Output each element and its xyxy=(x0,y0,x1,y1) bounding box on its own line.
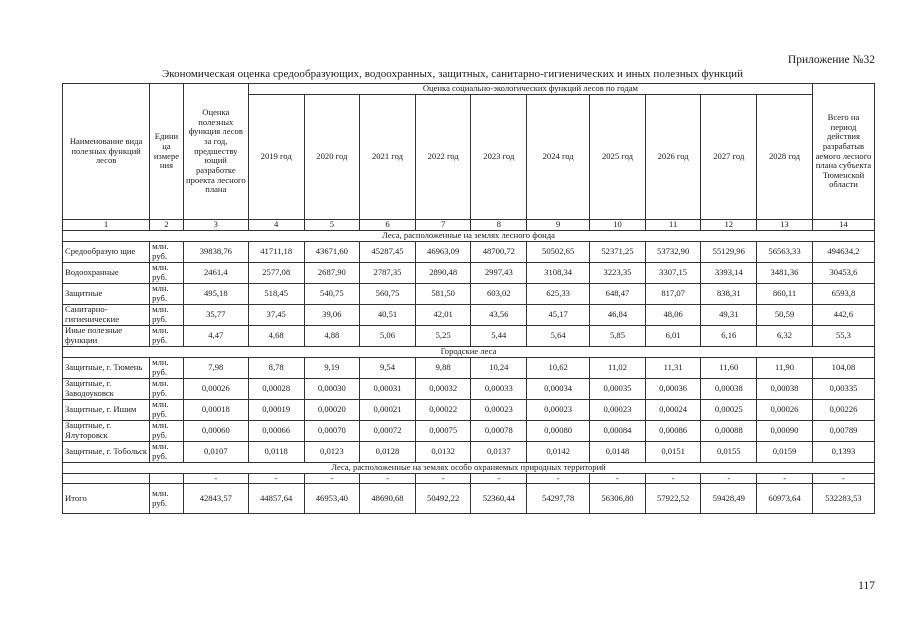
row-name: Водоохранные xyxy=(63,262,150,283)
row-name: Защитные, г. Ялуторовск xyxy=(63,420,150,441)
year-header: 2021 год xyxy=(360,95,416,220)
value-cell: 518,45 xyxy=(248,283,304,304)
value-cell: 0,00066 xyxy=(248,420,304,441)
value-cell: 0,0123 xyxy=(304,441,360,462)
value-cell: 0,00060 xyxy=(183,420,248,441)
value-cell: 0,0107 xyxy=(183,441,248,462)
value-cell: 0,00088 xyxy=(701,420,757,441)
value-cell: 6,16 xyxy=(701,325,757,346)
row-name xyxy=(63,473,150,484)
row-unit: млн. руб. xyxy=(150,304,184,325)
value-cell: - xyxy=(360,473,416,484)
total-value: 42843,57 xyxy=(183,484,248,514)
section-title: Леса, расположенные на землях особо охраняемых природных территорий xyxy=(63,462,875,473)
table-row xyxy=(63,441,875,462)
value-cell: 5,06 xyxy=(360,325,416,346)
value-cell: 2997,43 xyxy=(471,262,527,283)
value-cell: 0,0132 xyxy=(415,441,471,462)
value-cell: 0,00036 xyxy=(645,378,701,399)
value-cell: - xyxy=(415,473,471,484)
value-cell: 43,56 xyxy=(471,304,527,325)
value-cell: - xyxy=(527,473,590,484)
column-number: 2 xyxy=(150,220,184,231)
section-title: Городские леса xyxy=(63,346,875,357)
value-cell: 10,24 xyxy=(471,357,527,378)
value-cell: 39,06 xyxy=(304,304,360,325)
value-cell: 55,3 xyxy=(812,325,874,346)
value-cell: 0,00038 xyxy=(757,378,813,399)
value-cell: 0,00019 xyxy=(248,399,304,420)
value-cell: 6,32 xyxy=(757,325,813,346)
value-cell: 0,00018 xyxy=(183,399,248,420)
value-cell: 0,0128 xyxy=(360,441,416,462)
value-cell: - xyxy=(304,473,360,484)
value-cell: 0,00789 xyxy=(812,420,874,441)
value-cell: 0,00032 xyxy=(415,378,471,399)
value-cell: 3108,34 xyxy=(527,262,590,283)
header-name: Наименование вида полезных функций лесов xyxy=(63,84,150,220)
section-row xyxy=(63,230,875,241)
value-cell: 6593,8 xyxy=(812,283,874,304)
value-cell: 3223,35 xyxy=(590,262,646,283)
value-cell: - xyxy=(183,473,248,484)
value-cell: 2577,08 xyxy=(248,262,304,283)
row-name: Санитарно-гигиенические xyxy=(63,304,150,325)
value-cell: 11,60 xyxy=(701,357,757,378)
column-number: 3 xyxy=(183,220,248,231)
table-row xyxy=(63,473,875,484)
total-value: 57922,52 xyxy=(645,484,701,514)
total-value: 48690,68 xyxy=(360,484,416,514)
year-header: 2022 год xyxy=(415,95,471,220)
value-cell: 0,00022 xyxy=(415,399,471,420)
row-unit: млн. руб. xyxy=(150,399,184,420)
value-cell: 494634,2 xyxy=(812,241,874,262)
value-cell: 43671,60 xyxy=(304,241,360,262)
value-cell: 603,02 xyxy=(471,283,527,304)
header-total: Всего на период действия разрабатыв аемого лесного плана субъекта Тюменской области xyxy=(812,84,874,220)
value-cell: 0,00028 xyxy=(248,378,304,399)
year-header: 2024 год xyxy=(527,95,590,220)
total-value: 44857,64 xyxy=(248,484,304,514)
value-cell: 0,00072 xyxy=(360,420,416,441)
column-number: 5 xyxy=(304,220,360,231)
header-unit: Едини ца измере ния xyxy=(150,84,184,220)
value-cell: 48,06 xyxy=(645,304,701,325)
header-prev-year: Оценка полезных функция лесов за год, предшеству ющий разработке проекта лесного плана xyxy=(183,84,248,220)
value-cell: 45287,45 xyxy=(360,241,416,262)
year-header: 2025 год xyxy=(590,95,646,220)
value-cell: 560,75 xyxy=(360,283,416,304)
row-unit: млн. руб. xyxy=(150,441,184,462)
value-cell: 46963,09 xyxy=(415,241,471,262)
value-cell: 40,51 xyxy=(360,304,416,325)
total-value: 54297,78 xyxy=(527,484,590,514)
value-cell: 540,75 xyxy=(304,283,360,304)
value-cell: 11,90 xyxy=(757,357,813,378)
total-value: 56306,80 xyxy=(590,484,646,514)
table-row xyxy=(63,262,875,283)
value-cell: 0,00335 xyxy=(812,378,874,399)
total-value: 532283,53 xyxy=(812,484,874,514)
value-cell: - xyxy=(701,473,757,484)
total-name: Итого xyxy=(63,484,150,514)
value-cell: 3393,14 xyxy=(701,262,757,283)
value-cell: 0,00090 xyxy=(757,420,813,441)
table-row xyxy=(63,325,875,346)
appendix-label: Приложение №32 xyxy=(787,54,875,66)
column-number: 4 xyxy=(248,220,304,231)
row-unit: млн. руб. xyxy=(150,420,184,441)
row-unit xyxy=(150,473,184,484)
column-number: 7 xyxy=(415,220,471,231)
year-header: 2023 год xyxy=(471,95,527,220)
value-cell: 860,11 xyxy=(757,283,813,304)
value-cell: 11,31 xyxy=(645,357,701,378)
value-cell: 2461,4 xyxy=(183,262,248,283)
row-unit: млн. руб. xyxy=(150,241,184,262)
value-cell: 442,6 xyxy=(812,304,874,325)
year-header: 2019 год xyxy=(248,95,304,220)
value-cell: 817,07 xyxy=(645,283,701,304)
value-cell: 48700,72 xyxy=(471,241,527,262)
value-cell: 0,0118 xyxy=(248,441,304,462)
value-cell: 0,00030 xyxy=(304,378,360,399)
row-name: Защитные, г. Заводоуковск xyxy=(63,378,150,399)
value-cell: - xyxy=(645,473,701,484)
value-cell: 41711,18 xyxy=(248,241,304,262)
row-unit: млн. руб. xyxy=(150,283,184,304)
value-cell: 4,47 xyxy=(183,325,248,346)
value-cell: 2787,35 xyxy=(360,262,416,283)
value-cell: 0,00034 xyxy=(527,378,590,399)
value-cell: 45,17 xyxy=(527,304,590,325)
value-cell: 9,88 xyxy=(415,357,471,378)
value-cell: 0,00026 xyxy=(183,378,248,399)
value-cell: 2687,90 xyxy=(304,262,360,283)
value-cell: 0,00084 xyxy=(590,420,646,441)
value-cell: 42,01 xyxy=(415,304,471,325)
value-cell: 495,18 xyxy=(183,283,248,304)
value-cell: 0,00025 xyxy=(701,399,757,420)
row-name: Защитные xyxy=(63,283,150,304)
row-name: Иные полезные функции xyxy=(63,325,150,346)
section-row xyxy=(63,346,875,357)
column-number: 10 xyxy=(590,220,646,231)
value-cell: 5,85 xyxy=(590,325,646,346)
row-name: Защитные, г. Ишим xyxy=(63,399,150,420)
value-cell: 2890,48 xyxy=(415,262,471,283)
value-cell: 4,88 xyxy=(304,325,360,346)
value-cell: 56563,33 xyxy=(757,241,813,262)
value-cell: 4,68 xyxy=(248,325,304,346)
value-cell: 0,00024 xyxy=(645,399,701,420)
value-cell: 0,00035 xyxy=(590,378,646,399)
year-header: 2028 год xyxy=(757,95,813,220)
total-value: 52360,44 xyxy=(471,484,527,514)
value-cell: 648,47 xyxy=(590,283,646,304)
column-number: 8 xyxy=(471,220,527,231)
total-unit: млн. руб. xyxy=(150,484,184,514)
value-cell: 0,00023 xyxy=(527,399,590,420)
value-cell: 53732,90 xyxy=(645,241,701,262)
value-cell: 35,77 xyxy=(183,304,248,325)
section-title: Леса, расположенные на землях лесного фонда xyxy=(63,230,875,241)
column-number: 12 xyxy=(701,220,757,231)
document-title: Экономическая оценка средообразующих, водоохранных, защитных, санитарно-гигиенических и иных полезных функций xyxy=(161,68,744,80)
value-cell: 0,00026 xyxy=(757,399,813,420)
value-cell: 55129,96 xyxy=(701,241,757,262)
value-cell: 0,0159 xyxy=(757,441,813,462)
value-cell: 625,33 xyxy=(527,283,590,304)
value-cell: 11,02 xyxy=(590,357,646,378)
total-value: 46953,40 xyxy=(304,484,360,514)
header-years-group: Оценка социально-экологических функций лесов по годам xyxy=(248,84,812,95)
value-cell: - xyxy=(590,473,646,484)
value-cell: 0,00031 xyxy=(360,378,416,399)
table-row xyxy=(63,399,875,420)
value-cell: 581,50 xyxy=(415,283,471,304)
value-cell: 5,44 xyxy=(471,325,527,346)
section-row xyxy=(63,462,875,473)
value-cell: 3307,15 xyxy=(645,262,701,283)
page-number: 117 xyxy=(858,580,875,592)
total-value: 59428,49 xyxy=(701,484,757,514)
value-cell: 0,00226 xyxy=(812,399,874,420)
value-cell: 46,84 xyxy=(590,304,646,325)
value-cell: 0,00038 xyxy=(701,378,757,399)
value-cell: 50,59 xyxy=(757,304,813,325)
value-cell: 5,25 xyxy=(415,325,471,346)
year-header: 2026 год xyxy=(645,95,701,220)
row-unit: млн. руб. xyxy=(150,378,184,399)
total-row xyxy=(63,484,875,514)
value-cell: 7,98 xyxy=(183,357,248,378)
value-cell: 49,31 xyxy=(701,304,757,325)
value-cell: 0,00078 xyxy=(471,420,527,441)
column-number: 6 xyxy=(360,220,416,231)
value-cell: 0,00033 xyxy=(471,378,527,399)
table-row xyxy=(63,283,875,304)
table-row xyxy=(63,304,875,325)
value-cell: 3481,36 xyxy=(757,262,813,283)
total-value: 50492,22 xyxy=(415,484,471,514)
value-cell: 0,00020 xyxy=(304,399,360,420)
value-cell: 0,0151 xyxy=(645,441,701,462)
value-cell: 8,78 xyxy=(248,357,304,378)
evaluation-table xyxy=(62,83,875,514)
value-cell: 0,00023 xyxy=(590,399,646,420)
value-cell: 9,19 xyxy=(304,357,360,378)
column-number: 14 xyxy=(812,220,874,231)
value-cell: 0,0142 xyxy=(527,441,590,462)
value-cell: 5,64 xyxy=(527,325,590,346)
value-cell: - xyxy=(248,473,304,484)
total-value: 60973,64 xyxy=(757,484,813,514)
value-cell: 52371,25 xyxy=(590,241,646,262)
value-cell: 0,00023 xyxy=(471,399,527,420)
table-row xyxy=(63,357,875,378)
value-cell: 50502,65 xyxy=(527,241,590,262)
column-number: 9 xyxy=(527,220,590,231)
value-cell: 0,0155 xyxy=(701,441,757,462)
value-cell: - xyxy=(812,473,874,484)
column-number: 13 xyxy=(757,220,813,231)
value-cell: 9,54 xyxy=(360,357,416,378)
value-cell: 10,62 xyxy=(527,357,590,378)
value-cell: 0,00086 xyxy=(645,420,701,441)
value-cell: 0,00080 xyxy=(527,420,590,441)
value-cell: 104,08 xyxy=(812,357,874,378)
table-row xyxy=(63,241,875,262)
year-header: 2020 год xyxy=(304,95,360,220)
year-header: 2027 год xyxy=(701,95,757,220)
row-unit: млн. руб. xyxy=(150,357,184,378)
value-cell: 0,1393 xyxy=(812,441,874,462)
row-name: Средообразую щие xyxy=(63,241,150,262)
value-cell: 0,00021 xyxy=(360,399,416,420)
value-cell: 0,00075 xyxy=(415,420,471,441)
row-name: Защитные, г. Тюмень xyxy=(63,357,150,378)
value-cell: - xyxy=(757,473,813,484)
column-number: 11 xyxy=(645,220,701,231)
value-cell: 838,31 xyxy=(701,283,757,304)
value-cell: - xyxy=(471,473,527,484)
value-cell: 6,01 xyxy=(645,325,701,346)
value-cell: 37,45 xyxy=(248,304,304,325)
table-row xyxy=(63,420,875,441)
row-unit: млн. руб. xyxy=(150,262,184,283)
row-unit: млн. руб. xyxy=(150,325,184,346)
value-cell: 0,00070 xyxy=(304,420,360,441)
table-row xyxy=(63,378,875,399)
value-cell: 0,0148 xyxy=(590,441,646,462)
value-cell: 30453,6 xyxy=(812,262,874,283)
row-name: Защитные, г. Тобольск xyxy=(63,441,150,462)
column-number: 1 xyxy=(63,220,150,231)
value-cell: 0,0137 xyxy=(471,441,527,462)
value-cell: 39838,76 xyxy=(183,241,248,262)
